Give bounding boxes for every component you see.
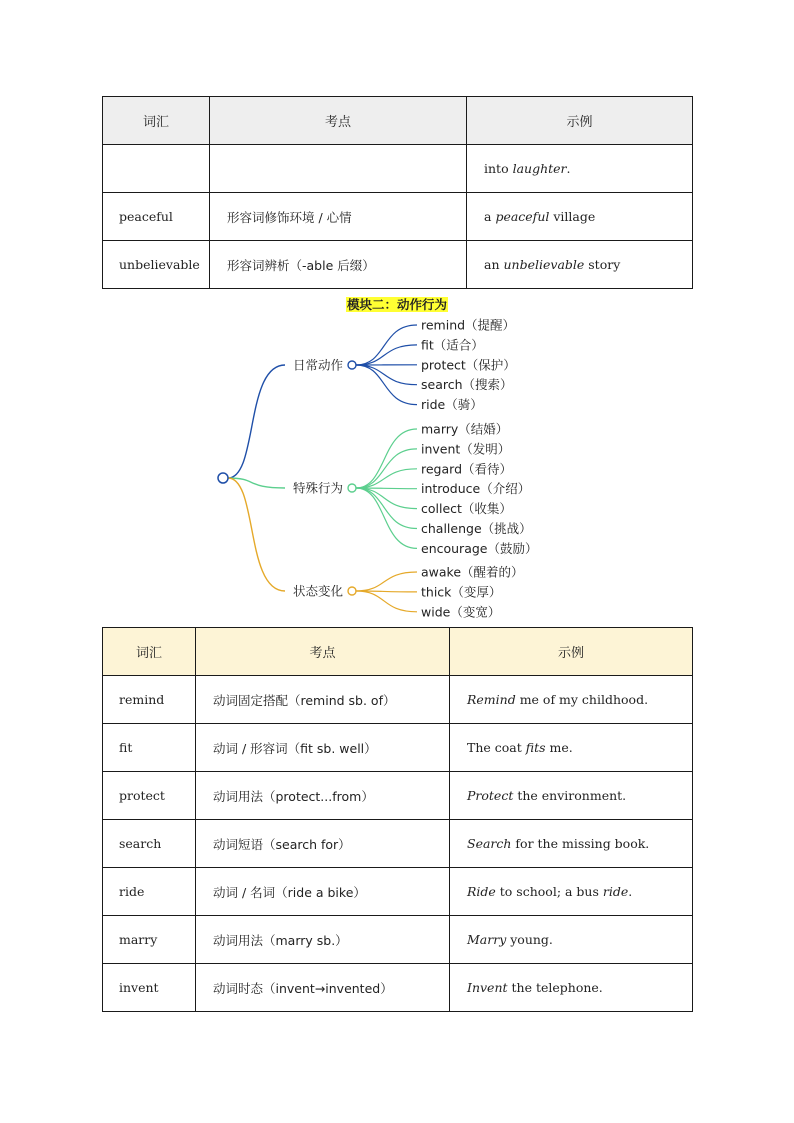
cell-word: invent bbox=[103, 964, 196, 1012]
example-emphasis-2: ride bbox=[602, 884, 629, 899]
table-row bbox=[103, 241, 693, 289]
example-post: to school; a bus bbox=[495, 884, 603, 899]
cell-point bbox=[210, 145, 467, 193]
cell-word: unbelievable bbox=[103, 241, 210, 289]
mindmap-leaf-link bbox=[356, 345, 417, 365]
header-point: 考点 bbox=[210, 97, 467, 145]
table-row bbox=[103, 193, 693, 241]
header-word: 词汇 bbox=[103, 97, 210, 145]
vocab-table-2 bbox=[102, 627, 693, 1012]
mindmap-branch-label: 日常动作 bbox=[293, 357, 344, 373]
cell-point: 形容词辨析（-able 后缀） bbox=[210, 241, 467, 289]
cell-example bbox=[450, 820, 693, 868]
example-emphasis: Protect bbox=[467, 788, 514, 803]
cell-word: search bbox=[103, 820, 196, 868]
mindmap-branch-label: 状态变化 bbox=[293, 583, 344, 599]
cell-example bbox=[450, 772, 693, 820]
mindmap-leaf-link bbox=[356, 429, 417, 488]
table-header-row bbox=[103, 97, 693, 145]
mindmap-leaf-link bbox=[356, 469, 417, 488]
example-post: the telephone. bbox=[507, 980, 603, 995]
cell-example bbox=[450, 964, 693, 1012]
example-post: village bbox=[549, 209, 596, 224]
example-pre: a bbox=[484, 209, 496, 224]
cell-point: 形容词修饰环境 / 心情 bbox=[210, 193, 467, 241]
mindmap-leaf-link bbox=[356, 591, 417, 612]
mindmap-leaf-link bbox=[356, 572, 417, 591]
mindmap-leaf-label: introduce（介绍） bbox=[421, 481, 531, 497]
table-row bbox=[103, 724, 693, 772]
table-row bbox=[103, 868, 693, 916]
mindmap-branch-node bbox=[348, 361, 356, 369]
mindmap-leaf-link bbox=[356, 488, 417, 548]
example-emphasis: Search bbox=[467, 836, 512, 851]
example-post: . bbox=[566, 161, 571, 176]
mindmap-leaf-label: regard（看待） bbox=[421, 461, 513, 477]
mindmap-leaf-label: marry（结婚） bbox=[421, 421, 509, 437]
example-emphasis: peaceful bbox=[495, 209, 550, 224]
example-post: young. bbox=[506, 932, 553, 947]
header-word: 词汇 bbox=[103, 628, 196, 676]
mindmap-leaf-label: collect（收集） bbox=[421, 501, 512, 517]
example-post-2: . bbox=[628, 884, 633, 899]
cell-word bbox=[103, 145, 210, 193]
cell-word: protect bbox=[103, 772, 196, 820]
example-pre: into bbox=[484, 161, 513, 176]
mindmap-leaf-label: wide（变宽） bbox=[421, 604, 501, 620]
example-emphasis: Invent bbox=[467, 980, 508, 995]
cell-point: 动词用法（protect...from） bbox=[196, 772, 450, 820]
table-row bbox=[103, 964, 693, 1012]
mindmap-leaf-label: remind（提醒） bbox=[421, 317, 516, 333]
cell-word: ride bbox=[103, 868, 196, 916]
mindmap-leaf-label: encourage（鼓励） bbox=[421, 540, 538, 556]
cell-point: 动词 / 名词（ride a bike） bbox=[196, 868, 450, 916]
mindmap-branch-node bbox=[348, 484, 356, 492]
cell-point: 动词短语（search for） bbox=[196, 820, 450, 868]
table-row bbox=[103, 145, 693, 193]
mindmap-branch-node bbox=[348, 587, 356, 595]
mindmap-leaf-label: search（搜索） bbox=[421, 377, 513, 393]
cell-example bbox=[467, 241, 693, 289]
cell-point: 动词时态（invent→invented） bbox=[196, 964, 450, 1012]
table-row bbox=[103, 916, 693, 964]
example-emphasis: Marry bbox=[467, 932, 507, 947]
example-emphasis: laughter bbox=[512, 161, 567, 176]
table-row bbox=[103, 676, 693, 724]
cell-word: remind bbox=[103, 676, 196, 724]
mindmap-leaf-link bbox=[356, 488, 417, 509]
example-emphasis: unbelievable bbox=[503, 257, 585, 272]
example-post: story bbox=[584, 257, 621, 272]
module-heading-text: 模块二：动作行为 bbox=[346, 297, 447, 312]
cell-example bbox=[467, 193, 693, 241]
cell-example bbox=[450, 724, 693, 772]
mindmap-leaf-label: challenge（挑战） bbox=[421, 521, 532, 536]
cell-example bbox=[450, 916, 693, 964]
example-emphasis: Ride bbox=[467, 884, 496, 899]
example-emphasis: fits bbox=[525, 740, 546, 755]
example-post: me of my childhood. bbox=[515, 692, 649, 707]
header-point: 考点 bbox=[196, 628, 450, 676]
mindmap-root-link bbox=[228, 365, 285, 478]
cell-example bbox=[450, 676, 693, 724]
mindmap-leaf-label: fit（适合） bbox=[421, 337, 484, 353]
example-pre: The coat bbox=[467, 740, 526, 755]
mindmap-branch-label: 特殊行为 bbox=[293, 480, 344, 496]
mindmap-leaf-label: awake（醒着的） bbox=[421, 564, 524, 580]
cell-example bbox=[450, 868, 693, 916]
example-emphasis: Remind bbox=[467, 692, 516, 707]
table-header-row bbox=[103, 628, 693, 676]
table-row bbox=[103, 772, 693, 820]
mindmap-leaf-label: ride（骑） bbox=[421, 397, 483, 413]
cell-word: marry bbox=[103, 916, 196, 964]
mindmap bbox=[0, 310, 794, 626]
cell-point: 动词用法（marry sb.） bbox=[196, 916, 450, 964]
header-example: 示例 bbox=[450, 628, 693, 676]
mindmap-leaf-link bbox=[356, 365, 417, 385]
vocab-table-1 bbox=[102, 96, 693, 289]
mindmap-leaf-label: protect（保护） bbox=[421, 357, 516, 373]
mindmap-root-link bbox=[228, 478, 285, 591]
mindmap-leaf-label: invent（发明） bbox=[421, 441, 511, 457]
example-post: me. bbox=[545, 740, 573, 755]
example-post: the environment. bbox=[513, 788, 627, 803]
cell-word: fit bbox=[103, 724, 196, 772]
cell-point: 动词固定搭配（remind sb. of） bbox=[196, 676, 450, 724]
example-post: for the missing book. bbox=[511, 836, 650, 851]
example-pre: an bbox=[484, 257, 504, 272]
table-row bbox=[103, 820, 693, 868]
cell-word: peaceful bbox=[103, 193, 210, 241]
mindmap-root-node bbox=[218, 473, 228, 483]
cell-point: 动词 / 形容词（fit sb. well） bbox=[196, 724, 450, 772]
header-example: 示例 bbox=[467, 97, 693, 145]
cell-example bbox=[467, 145, 693, 193]
mindmap-leaf-link bbox=[356, 365, 417, 405]
mindmap-leaf-label: thick（变厚） bbox=[421, 584, 502, 600]
